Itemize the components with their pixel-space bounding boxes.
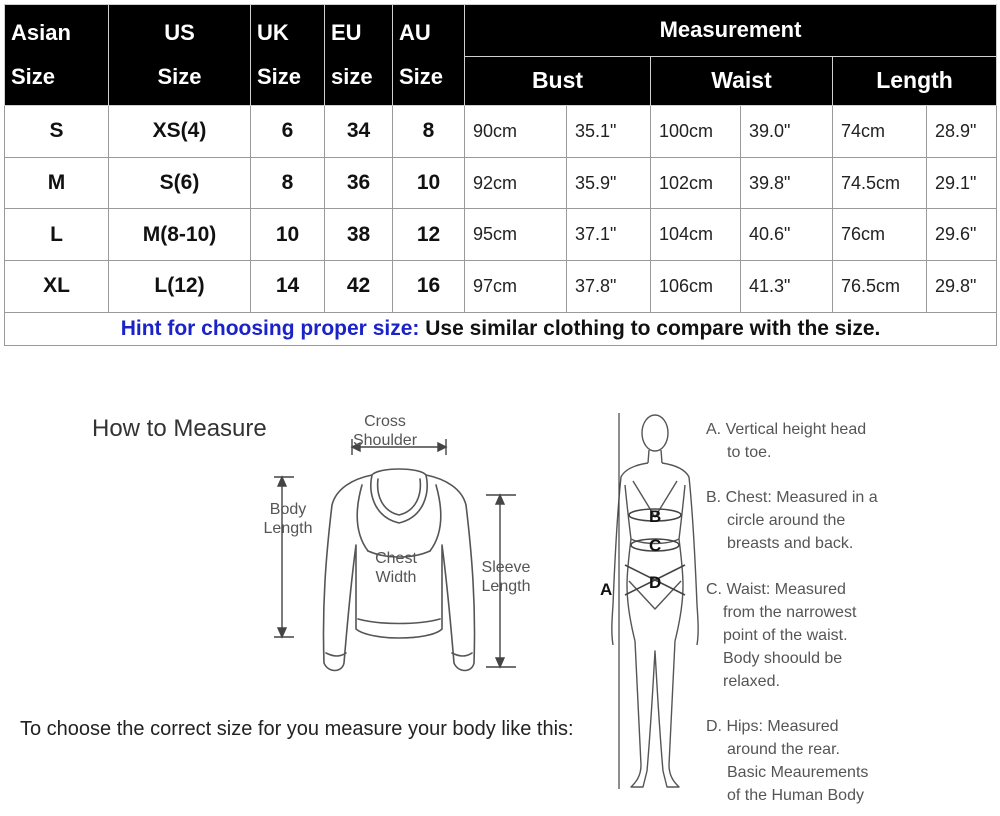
cell-length-in: 29.6": [927, 209, 997, 261]
cell-length-in: 29.1": [927, 157, 997, 209]
cell-length-in: 28.9": [927, 106, 997, 158]
cell-asian: L: [5, 209, 109, 261]
cell-au: 8: [393, 106, 465, 158]
note-a: A. Vertical height head to toe.: [706, 421, 867, 461]
cell-waist-in: 39.0": [741, 106, 833, 158]
cell-waist-cm: 100cm: [651, 106, 741, 158]
note-b: B. Chest: Measured in a circle around the breasts and back.: [706, 489, 878, 552]
hint-text: Use similar clothing to compare with the size.: [425, 316, 881, 340]
cell-length-in: 29.8": [927, 260, 997, 312]
table-row: [5, 157, 997, 209]
marker-a: A: [600, 580, 613, 599]
cell-us: XS(4): [109, 106, 251, 158]
header-asian-size: Asian Size: [5, 5, 109, 106]
cell-uk: 10: [251, 209, 325, 261]
hint-row: [5, 312, 997, 345]
cell-bust-in: 37.8": [567, 260, 651, 312]
note-c: C. Waist: Measured from the narrowest point of the waist. Body shoould be relaxed.: [706, 581, 857, 690]
cell-us: L(12): [109, 260, 251, 312]
hint-label: Hint for choosing proper size:: [120, 316, 420, 340]
cell-eu: 36: [325, 157, 393, 209]
marker-c: C: [649, 536, 662, 555]
chest-width-label: Chest Width: [375, 550, 417, 586]
cell-eu: 34: [325, 106, 393, 158]
cell-waist-in: 39.8": [741, 157, 833, 209]
cell-uk: 8: [251, 157, 325, 209]
body-length-label: Body Length: [263, 501, 313, 537]
cell-eu: 42: [325, 260, 393, 312]
cell-us: S(6): [109, 157, 251, 209]
cell-uk: 14: [251, 260, 325, 312]
cell-bust-in: 35.9": [567, 157, 651, 209]
table-row: [5, 260, 997, 312]
table-row: [5, 106, 997, 158]
cell-bust-cm: 92cm: [465, 157, 567, 209]
cell-eu: 38: [325, 209, 393, 261]
header-uk-size: UK Size: [251, 5, 325, 106]
cell-au: 16: [393, 260, 465, 312]
cell-bust-cm: 97cm: [465, 260, 567, 312]
cell-us: M(8-10): [109, 209, 251, 261]
human-body-diagram: [585, 405, 705, 795]
cell-waist-cm: 104cm: [651, 209, 741, 261]
cell-waist-cm: 102cm: [651, 157, 741, 209]
cell-bust-in: 37.1": [567, 209, 651, 261]
note-d: D. Hips: Measured around the rear. Basic Meaurements of the Human Body: [706, 718, 869, 804]
cell-bust-cm: 90cm: [465, 106, 567, 158]
table-row: [5, 209, 997, 261]
cell-asian: M: [5, 157, 109, 209]
header-eu-size: EU size: [325, 5, 393, 106]
cell-bust-in: 35.1": [567, 106, 651, 158]
marker-d: D: [649, 573, 662, 592]
cell-length-cm: 74cm: [833, 106, 927, 158]
cell-waist-cm: 106cm: [651, 260, 741, 312]
sleeve-length-label: Sleeve Length: [481, 559, 531, 595]
header-bust: Bust: [465, 56, 651, 106]
cell-length-cm: 74.5cm: [833, 157, 927, 209]
size-hint: [5, 312, 997, 345]
cell-asian: S: [5, 106, 109, 158]
cell-asian: XL: [5, 260, 109, 312]
size-chart-table: [4, 4, 997, 346]
header-waist: Waist: [651, 56, 833, 106]
cell-waist-in: 40.6": [741, 209, 833, 261]
marker-b: B: [649, 507, 662, 526]
cell-uk: 6: [251, 106, 325, 158]
cell-waist-in: 41.3": [741, 260, 833, 312]
header-measurement: Measurement: [465, 5, 997, 57]
header-length: Length: [833, 56, 997, 106]
cell-length-cm: 76.5cm: [833, 260, 927, 312]
cell-length-cm: 76cm: [833, 209, 927, 261]
header-us-size: US Size: [109, 5, 251, 106]
cell-au: 10: [393, 157, 465, 209]
header-au-size: AU Size: [393, 5, 465, 106]
cell-au: 12: [393, 209, 465, 261]
how-to-measure-title: How to Measure: [92, 415, 267, 442]
measure-instruction: To choose the correct size for you measure your body like this:: [20, 718, 574, 740]
cell-bust-cm: 95cm: [465, 209, 567, 261]
cross-shoulder-label: Cross Shoulder: [352, 413, 418, 449]
